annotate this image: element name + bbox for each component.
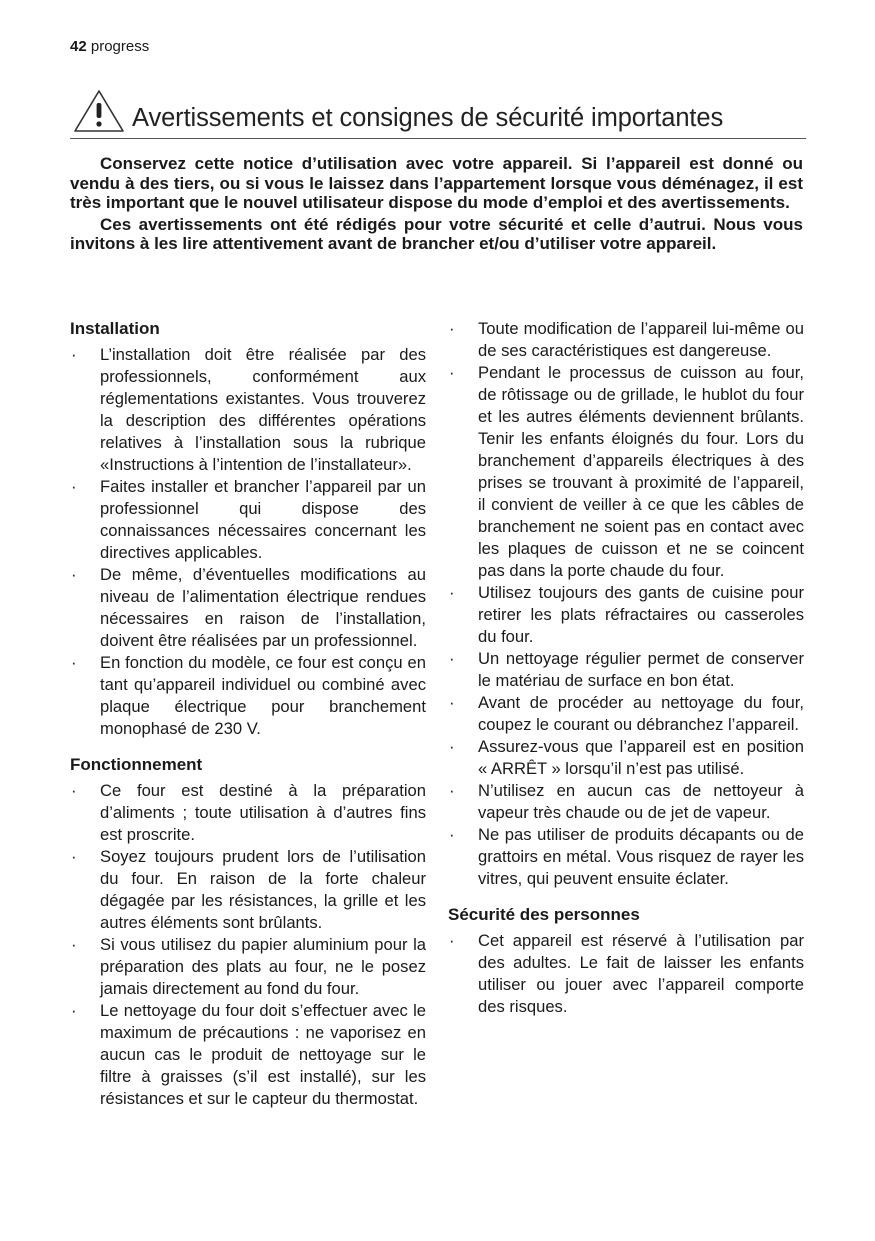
left-column (70, 318, 426, 1124)
installation-list (70, 344, 426, 740)
list-item (70, 934, 426, 1000)
list-item-text: Faites installer et brancher l’appareil par un professionnel qui dispose des connaissances nécessaires concernant les directives applicables. (100, 477, 426, 562)
heading-installation: Installation (70, 319, 160, 338)
list-item (70, 476, 426, 564)
bullet: · (449, 649, 455, 668)
list-item-text: De même, d’éventuelles modifications au niveau de l’alimentation électrique rendues nécessaires en raison de l’installation, doivent être réalisées par un professionnel. (100, 565, 426, 650)
heading-fonctionnement: Fonctionnement (70, 755, 203, 774)
list-item-text: Cet appareil est réservé à l’utilisation par des adultes. Le fait de laisser les enfants utiliser ou jouer avec l’appareil comporte des risques. (478, 931, 804, 1016)
fonctionnement-list (70, 780, 426, 1110)
list-item (70, 846, 426, 934)
list-item (448, 824, 804, 890)
intro-text (70, 154, 803, 256)
list-item (70, 1000, 426, 1110)
list-item-text: Un nettoyage régulier permet de conserver le matériau de surface en bon état. (478, 649, 804, 690)
bullet: · (71, 345, 77, 364)
list-item-text: L’installation doit être réalisée par des professionnels, conformément aux réglementations existantes. Vous trouverez la description des différentes opérations relatives à l’installation sous la rubrique «Instructions à l’intention de l’installateur». (100, 345, 426, 474)
list-item-text: Ne pas utiliser de produits décapants ou de grattoirs en métal. Vous risquez de rayer les vitres, qui peuvent ensuite éclater. (478, 825, 804, 888)
page-header (70, 38, 149, 55)
bullet: · (71, 565, 77, 584)
list-item-text: Avant de procéder au nettoyage du four, coupez le courant ou débranchez l’appareil. (478, 693, 804, 734)
list-item (448, 582, 804, 648)
bullet: · (71, 477, 77, 496)
brand-name: progress (90, 38, 150, 55)
bullet: · (449, 781, 455, 800)
bullet: · (71, 935, 77, 954)
section-title-row (70, 88, 806, 139)
securite-list (448, 930, 804, 1018)
intro-paragraph: Conservez cette notice d’utilisation avec votre appareil. Si l’appareil est donné ou vendu à des tiers, ou si vous le laissez dans l’appartement lorsque vous déménagez, il est très important que le nouvel utilisateur dispose du mode d’emploi et des avertissements. (70, 154, 803, 212)
list-item (448, 692, 804, 736)
list-item (448, 780, 804, 824)
bullet: · (449, 319, 455, 338)
list-item (70, 564, 426, 652)
list-item-text: Pendant le processus de cuisson au four, de rôtissage ou de grillade, le hublot du four et les autres éléments deviennent brûlants. Tenir les enfants éloignés du four. Lors du branchement d’appareils électriques à des prises se trouvant à proximité de l’appareil, il convient de veiller à ce que les câbles de branchement ne soient pas en contact avec les plaques de cuisson et ne se coincent pas dans la porte chaude du four. (478, 363, 804, 580)
page-title: Avertissements et consignes de sécurité importantes (132, 104, 724, 132)
bullet: · (449, 363, 455, 382)
bullet: · (449, 737, 455, 756)
list-item-text: Ce four est destiné à la préparation d’aliments ; toute utilisation à d’autres fins est proscrite. (100, 781, 426, 844)
list-item-text: Soyez toujours prudent lors de l’utilisation du four. En raison de la forte chaleur dégagée par les résistances, la grille et les autres éléments sont brûlants. (100, 847, 426, 932)
list-item-text: N’utilisez en aucun cas de nettoyeur à vapeur très chaude ou de jet de vapeur. (478, 781, 804, 822)
bullet: · (449, 693, 455, 712)
list-item-text: Toute modification de l’appareil lui-même ou de ses caractéristiques est dangereuse. (478, 319, 804, 360)
list-item (448, 930, 804, 1018)
list-item (70, 780, 426, 846)
right-column (448, 318, 804, 1032)
bullet: · (449, 931, 455, 950)
heading-securite: Sécurité des personnes (448, 905, 640, 924)
list-item-text: En fonction du modèle, ce four est conçu en tant qu’appareil individuel ou combiné avec plaque électrique pour branchement monophasé de 230 V. (100, 653, 426, 738)
bullet: · (71, 847, 77, 866)
list-item-text: Le nettoyage du four doit s’effectuer avec le maximum de précautions : ne vaporisez en aucun cas le produit de nettoyage sur le filtre à graisses (s’il est installé), sur les résistances et sur le capteur du thermostat. (100, 1001, 426, 1108)
page-number: 42 (70, 38, 87, 55)
list-item-text: Si vous utilisez du papier aluminium pour la préparation des plats au four, ne le posez jamais directement au fond du four. (100, 935, 426, 998)
continued-list (448, 318, 804, 890)
bullet: · (71, 1001, 77, 1020)
bullet: · (449, 825, 455, 844)
bullet: · (71, 781, 77, 800)
list-item (70, 344, 426, 476)
list-item (70, 652, 426, 740)
list-item (448, 362, 804, 582)
bullet: · (449, 583, 455, 602)
bullet: · (71, 653, 77, 672)
list-item (448, 648, 804, 692)
intro-paragraph: Ces avertissements ont été rédigés pour votre sécurité et celle d’autrui. Nous vous invitons à les lire attentivement avant de brancher et/ou d’utiliser votre appareil. (70, 214, 803, 253)
list-item-text: Assurez-vous que l’appareil est en position « ARRÊT » lorsqu’il n’est pas utilisé. (478, 737, 804, 778)
warning-triangle-icon (72, 88, 126, 134)
list-item-text: Utilisez toujours des gants de cuisine pour retirer les plats réfractaires ou casseroles du four. (478, 583, 804, 646)
list-item (448, 318, 804, 362)
list-item (448, 736, 804, 780)
